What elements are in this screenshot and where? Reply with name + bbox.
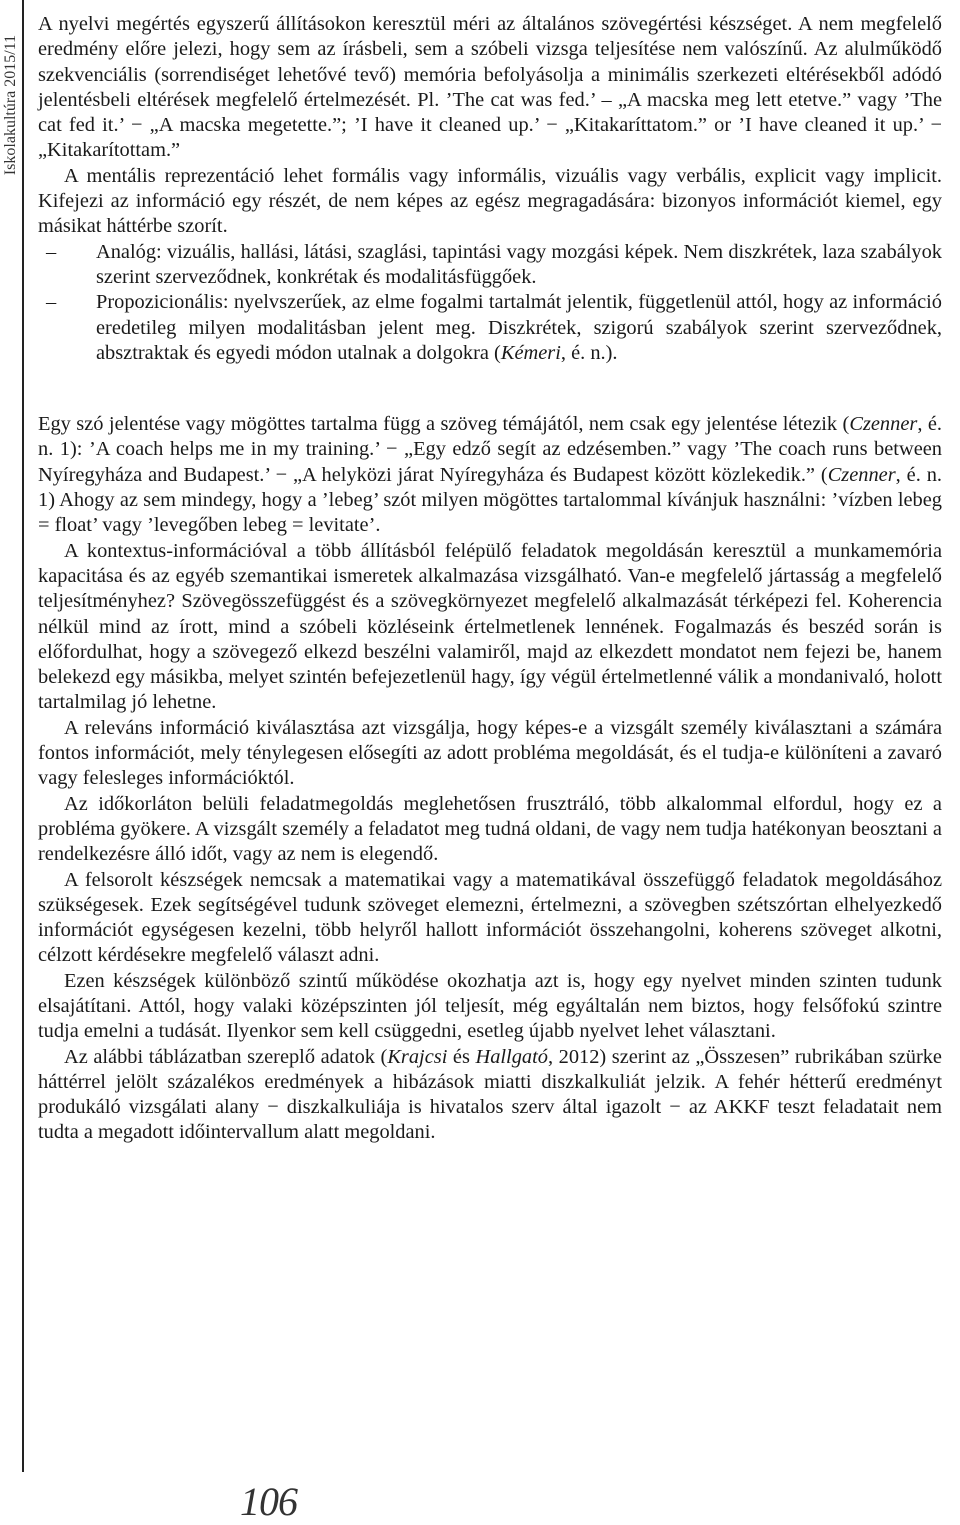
text-run: Az alábbi táblázatban szereplő adatok ( [64, 1045, 388, 1068]
paragraph-context-information: A kontextus-információval a több állításból felépülő feladatok megoldásán keresztül a munkamemória kapacitása és az egyéb szemantikai ismeretek alkalmazása vizsgálható. Van-e megfelelő jártasság a megfelelő teljesítményhez? Szövegösszefüggést és a szövegkörnyezet megfelelő alkalmazását térképezi fel. Koherencia nélkül mind az írott, mind a szóbeli közléseink értelmetlenek lennének. Fogalmazás és beszéd során is előfordulhat, hogy a szövegező elkezd beszélni valamiről, majd az elkezdett mondatot nem fejezi be, hanem belekezd egy másikba, melyet szintén befejezetlenül hagy, így végül értelmetlenné válik a mondanivaló, holott tartalmilag jó lehetne. [38, 539, 942, 714]
paragraph-skills: A felsorolt készségek nemcsak a matematikai vagy a matematikával összefüggő feladatok megoldásához szükségesek. Ezek segítségével tudunk szöveget elemezni, értelmezni, a szövegben szétszórtan elhelyezkedő információt egységesen kezelni, több helyről hallott információt összehangolni, koherens szöveget alkotni, célzott kérdésekre megfelelő választ adni. [38, 868, 942, 967]
text-run: , 2012) szerint az „Összesen” rubrikában szürke háttérrel jelölt százalékos eredmények a hibázások miatti diszkalkuliát jelzik. A fehér hétterű eredményt produkáló vizsgálati alany − diszkalkuliája is hivatalos szerv által igazolt − az AKKF teszt feladatait nem tudta a megadott időintervallum alatt megoldani. [38, 1045, 942, 1144]
list-item-analog: – Analóg: vizuális, hallási, látási, szaglási, tapintási vagy mozgási képek. Nem diszkrétek, laza szabályok szerint szerveződnek, konkrétak és modalitásfüggőek. [96, 240, 942, 291]
paragraph-time-limit: Az időkorláton belüli feladatmegoldás meglehetősen frusztráló, több alkalommal elfordul, hogy ez a probléma gyökere. A vizsgált személy a feladatot meg tudná oldani, de vagy nem tudja hatékonyan beosztani a rendelkezésre álló időt, vagy az nem is elegendő. [38, 792, 942, 866]
paragraph-language-levels: Ezen készségek különböző szintű működése okozhatja azt is, hogy egy nyelvet minden szinten tudunk elsajátítani. Attól, hogy valaki középszinten jól teljesít, még egyáltalán nem biztos, hogy felsőfokú szintre tudja emelni a tudását. Ilyenkor sem kell csüggedni, esetleg újabb nyelvet lehet választani. [38, 969, 942, 1043]
text-run: , é. n. 1): ’A coach helps me in my training.’ − „Egy edző segít az edzésemben.” vagy ’The coach runs between Nyíregyháza and Budapest.’ − „A helyközi járat Nyíregyháza és Budapest között közlekedik.” ( [38, 413, 942, 486]
citation-author: Hallgató [475, 1045, 548, 1068]
text-run: Egy szó jelentése vagy mögöttes tartalma függ a szöveg témájától, nem csak egy jelentése létezik ( [38, 413, 850, 436]
citation-tail: , é. n.). [560, 341, 618, 364]
list-item-propositional-text: Propozicionális: nyelvszerűek, az elme fogalmi tartalmát jelentik, függetlenül attól, hogy az információ eredetileg milyen modalitásban jelent meg. Diszkrétek, szigorú szabályok szerint szerveződnek, absztraktak és egyedi módon utalnak a dolgokra ( [96, 291, 942, 364]
section-gap [38, 366, 942, 412]
journal-name: Iskolakultúra 2015/11 [2, 34, 19, 176]
margin-rule [22, 0, 24, 1472]
list-item-propositional [96, 290, 942, 366]
paragraph-mental-representation: A mentális reprezentáció lehet formális vagy informális, vizuális vagy verbális, explicit vagy implicit. Kifejezi az információ egy részét, de nem képes az egész megragadására: bizonyos információt kiemel, egy másikat háttérbe szorít. [38, 164, 942, 238]
representation-types-list [38, 240, 942, 366]
paragraph-relevant-information: A releváns információ kiválasztása azt vizsgálja, hogy képes-e a vizsgált személy kiválasztani a számára fontos információt, mely ténylegesen elősegíti az adott probléma megoldását, és el tudja-e különíteni a zavaró vagy felesleges információktól. [38, 716, 942, 790]
paragraph-language-comprehension: A nyelvi megértés egyszerű állításokon keresztül méri az általános szövegértési készséget. A nem megfelelő eredmény előre jelezi, hogy sem az írásbeli, sem a szóbeli vizsga teljesítése nem valószínű. Az alulműködő szekvenciális (sorrendiséget lehetővé tevő) memória befolyásolja a minimális szerkezeti eltérésekből adódó jelentésbeli eltérések megfelelő értelmezését. Pl. ’The cat was fed.’ – „A macska meg lett etetve.” vagy ’The cat fed it.’ − „A macska megetette.”; ’I have it cleaned up.’ − „Kitakaríttatom.” or ’I have cleaned it up.’ − „Kitakarítottam.” [38, 13, 942, 162]
citation-author: Kémeri [500, 341, 561, 364]
article-body [38, 12, 942, 1146]
page-number: 106 [240, 1479, 297, 1524]
text-run: , é. n. 1) Ahogy az sem mindegy, hogy a ’lebeg’ szót milyen mögöttes tartalommal kívánjuk használni: ’vízben lebeg = float’ vagy ’levegőben lebeg = levitate’. [38, 463, 942, 537]
paragraph-table-intro [38, 1045, 942, 1146]
citation-author: Czenner [827, 463, 896, 486]
citation-author: Czenner [849, 413, 918, 436]
text-run: és [447, 1045, 476, 1068]
citation-author: Krajcsi [387, 1045, 448, 1068]
journal-side-label [0, 0, 22, 210]
paragraph-word-meaning [38, 412, 942, 538]
